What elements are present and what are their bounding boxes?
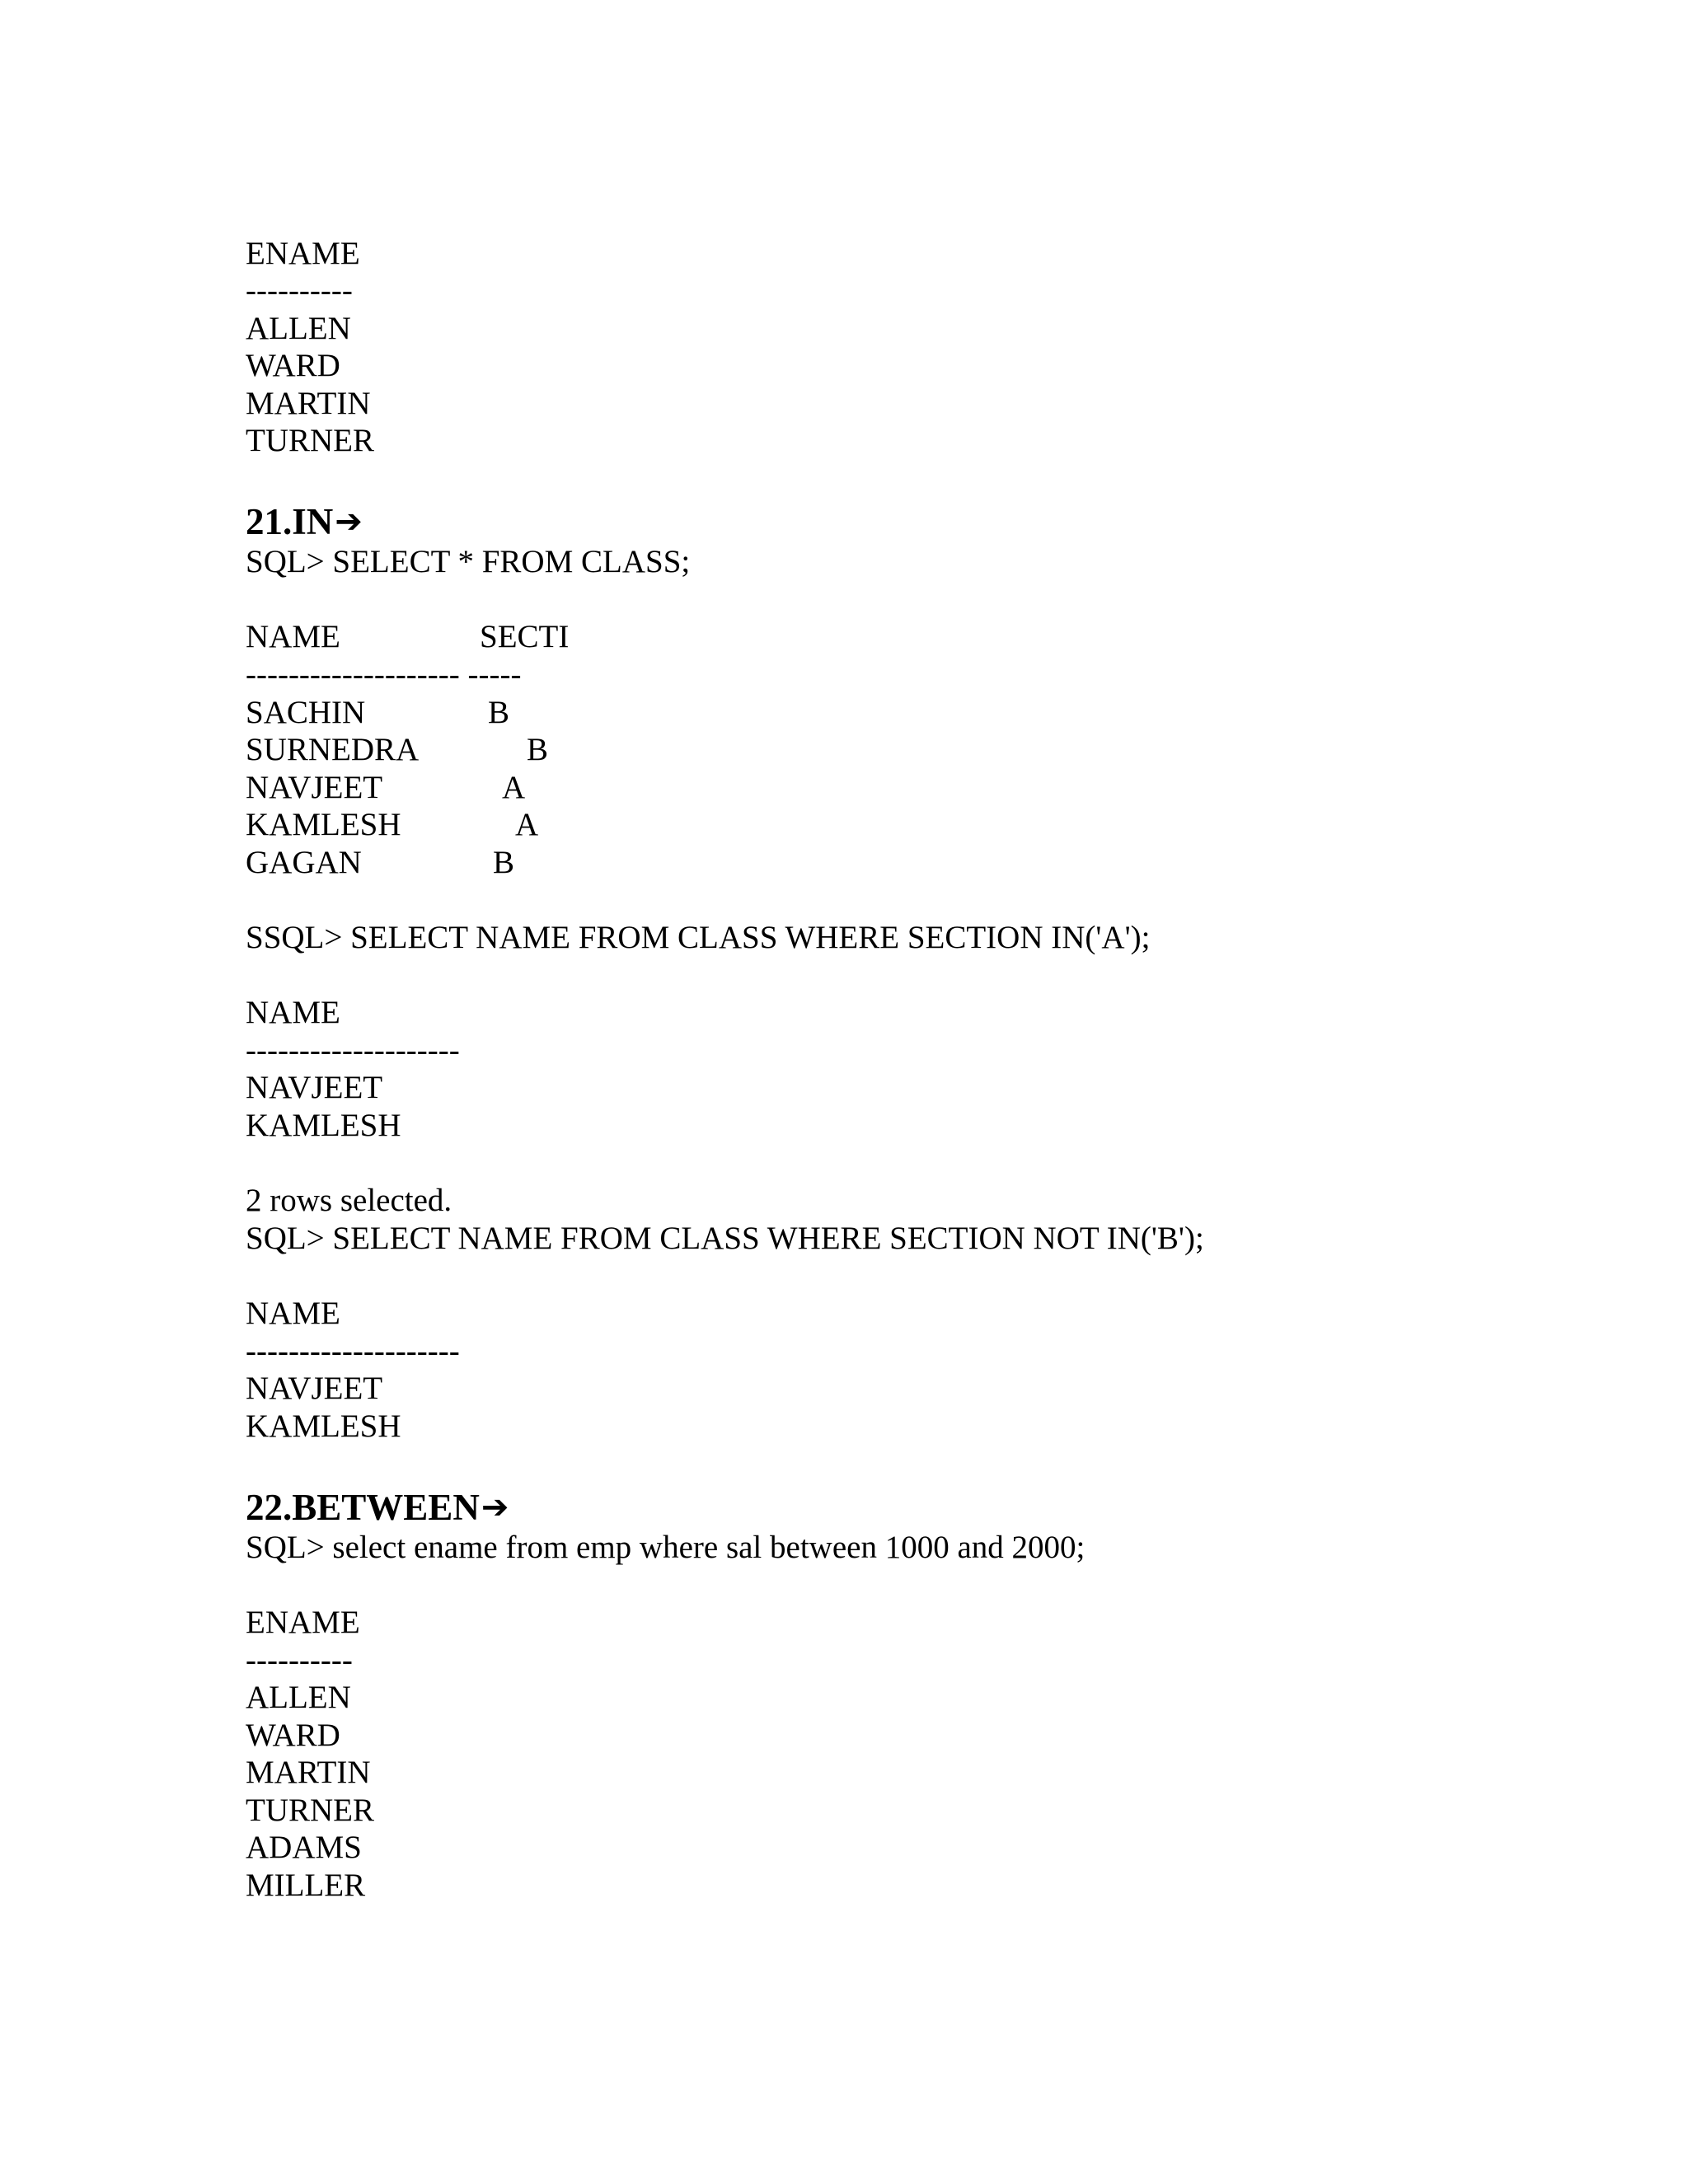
column-header-section: SECTI [480, 619, 570, 654]
section-title: 22.BETWEEN [246, 1487, 480, 1528]
column-header-ename: ENAME [246, 236, 360, 271]
section-heading-22 [246, 1487, 509, 1528]
list-item: ADAMS [246, 1830, 362, 1865]
column-rule: -------------------- [246, 1333, 460, 1369]
table-cell-name: SURNEDRA [246, 732, 420, 767]
list-item: WARD [246, 348, 340, 383]
list-item: KAMLESH [246, 1408, 401, 1444]
list-item: MARTIN [246, 386, 371, 421]
list-item: TURNER [246, 1793, 374, 1828]
column-rule: ---------- [246, 1643, 353, 1678]
table-header-row [246, 618, 340, 656]
table-cell-section: A [515, 807, 539, 842]
list-item: MILLER [246, 1868, 366, 1903]
column-header-ename: ENAME [246, 1605, 360, 1640]
column-header-name: NAME [246, 995, 340, 1030]
column-header-name: NAME [246, 619, 340, 654]
list-item: NAVJEET [246, 1070, 383, 1105]
list-item: ALLEN [246, 1680, 351, 1715]
rows-selected-text: 2 rows selected. [246, 1183, 452, 1218]
table-cell-section: A [502, 770, 526, 805]
table-cell-section: B [493, 845, 515, 880]
list-item: WARD [246, 1718, 340, 1753]
list-item: MARTIN [246, 1755, 371, 1790]
list-item: NAVJEET [246, 1371, 383, 1406]
table-cell-name: NAVJEET [246, 770, 383, 805]
table-cell-name: SACHIN [246, 695, 366, 730]
table-cell-name: KAMLESH [246, 807, 401, 842]
list-item: TURNER [246, 423, 374, 458]
right-arrow-icon: ➔ [335, 503, 363, 541]
column-header-name: NAME [246, 1296, 340, 1331]
right-arrow-icon: ➔ [481, 1488, 509, 1526]
column-rule: ---------- [246, 273, 353, 308]
table-cell-section: B [527, 732, 549, 767]
sql-query: SQL> SELECT * FROM CLASS; [246, 544, 691, 579]
sql-query: SQL> SELECT NAME FROM CLASS WHERE SECTION NOT IN('B'); [246, 1221, 1204, 1256]
section-heading-21 [246, 501, 363, 542]
sql-query: SSQL> SELECT NAME FROM CLASS WHERE SECTION IN('A'); [246, 920, 1151, 955]
column-rule: -------------------- [246, 1033, 460, 1068]
table-cell-name: GAGAN [246, 845, 362, 880]
column-rule: -------------------- ----- [246, 657, 522, 692]
section-title: 21.IN [246, 501, 334, 542]
table-cell-section: B [488, 695, 510, 730]
sql-query: SQL> select ename from emp where sal between 1000 and 2000; [246, 1530, 1085, 1565]
list-item: KAMLESH [246, 1108, 401, 1143]
list-item: ALLEN [246, 311, 351, 346]
